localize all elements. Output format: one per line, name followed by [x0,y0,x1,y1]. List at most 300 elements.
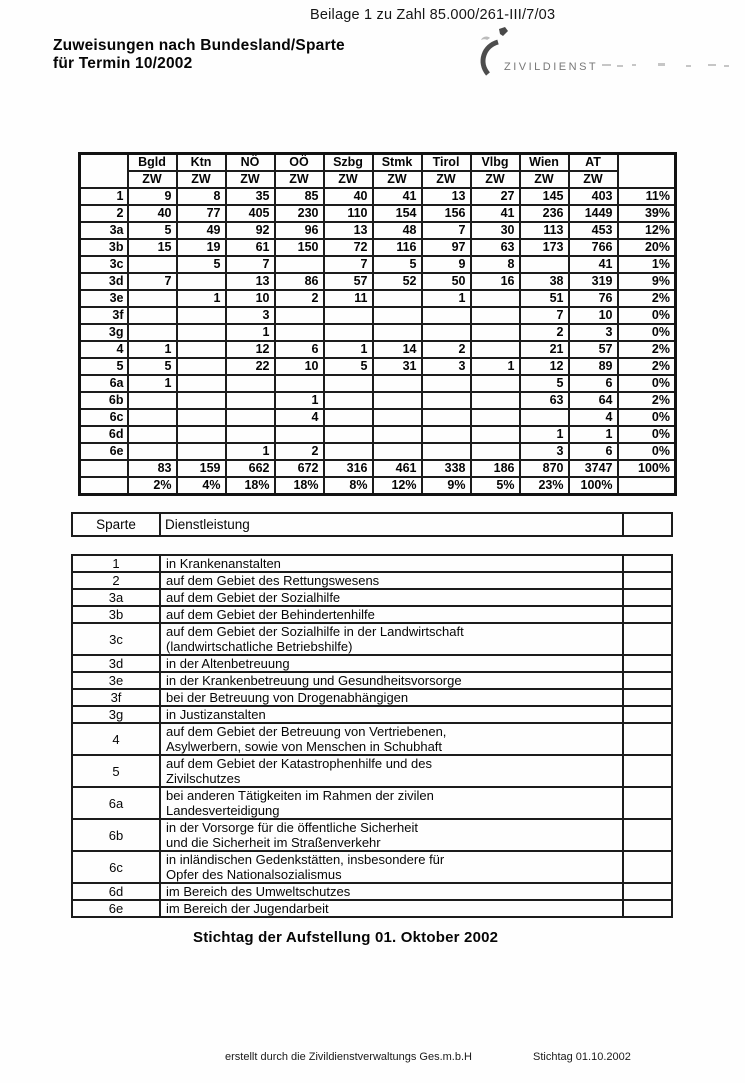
value-cell: 156 [422,205,471,222]
value-cell: 41 [569,256,618,273]
dienstleistung-header-label: Dienstleistung [160,513,623,536]
column-header-cell: Vlbg [471,154,520,172]
row-label-cell: 3c [80,256,128,273]
allocation-data-row [80,443,676,460]
column-header-cell: Bgld [128,154,177,172]
value-cell: 50 [422,273,471,290]
value-cell [520,256,569,273]
row-label-cell: 3g [80,324,128,341]
total-value-cell: 870 [520,460,569,477]
value-cell [128,392,177,409]
unit-cell: ZW [128,171,177,188]
value-cell: 8 [177,188,226,205]
legend-text-line: Asylwerbern, sowie von Menschen in Schubhaft [166,739,443,754]
legend-text-line: im Bereich des Umweltschutzes [166,884,351,899]
unit-cell: ZW [471,171,520,188]
value-cell [128,443,177,460]
legend-text-line: in der Altenbetreuung [166,656,290,671]
value-cell [471,426,520,443]
legend-sparte-cell: 3g [72,706,160,723]
value-cell [177,307,226,324]
total-value-cell: 461 [373,460,422,477]
value-cell: 2 [520,324,569,341]
value-cell [128,324,177,341]
value-cell: 27 [471,188,520,205]
allocation-data-row [80,426,676,443]
value-cell [471,409,520,426]
row-label-cell: 1 [80,188,128,205]
value-cell: 236 [520,205,569,222]
value-cell [275,426,324,443]
legend-blank-cell [623,572,672,589]
value-cell [422,324,471,341]
value-cell: 2 [275,290,324,307]
value-cell [275,324,324,341]
legend-row [72,755,672,787]
percent-value-cell: 12% [373,477,422,495]
legend-blank-cell [623,900,672,917]
value-cell: 10 [569,307,618,324]
value-cell: 1 [226,324,275,341]
value-cell [520,409,569,426]
legend-row [72,819,672,851]
legend-text-cell [160,689,623,706]
legend-text-cell [160,723,623,755]
value-cell [422,426,471,443]
value-cell: 22 [226,358,275,375]
value-cell: 6 [569,443,618,460]
legend-row [72,555,672,572]
value-cell: 5 [520,375,569,392]
total-label-cell [80,460,128,477]
value-cell: 11 [324,290,373,307]
total-value-cell: 316 [324,460,373,477]
column-header-cell: OÖ [275,154,324,172]
value-cell: 57 [324,273,373,290]
column-header-cell: Wien [520,154,569,172]
legend-text-line: in Justizanstalten [166,707,266,722]
allocation-table [78,152,677,496]
value-cell: 1 [226,443,275,460]
legend-text-line: Zivilschutzes [166,771,241,786]
unit-cell: ZW [373,171,422,188]
legend-text-line: auf dem Gebiet der Sozialhilfe in der Landwirtschaft [166,624,464,639]
value-cell: 154 [373,205,422,222]
legend-text-line: und die Sicherheit im Straßenverkehr [166,835,381,850]
legend-sparte-cell: 1 [72,555,160,572]
legend-sparte-cell: 3c [72,623,160,655]
footer-stichtag: Stichtag 01.10.2002 [533,1051,631,1063]
legend-text-cell [160,787,623,819]
legend-text-line: in Krankenanstalten [166,556,281,571]
allocation-header-row [80,154,676,172]
legend-row [72,723,672,755]
row-label-cell: 3a [80,222,128,239]
allocation-data-row [80,188,676,205]
value-cell: 1 [471,358,520,375]
value-cell [177,358,226,375]
value-cell: 4 [569,409,618,426]
allocation-data-row [80,409,676,426]
row-percent-cell: 2% [618,392,676,409]
value-cell: 40 [128,205,177,222]
row-percent-cell: 11% [618,188,676,205]
value-cell [128,290,177,307]
value-cell: 3 [520,443,569,460]
row-label-cell: 6c [80,409,128,426]
percent-value-cell: 23% [520,477,569,495]
value-cell: 145 [520,188,569,205]
value-cell [128,409,177,426]
value-cell: 7 [520,307,569,324]
value-cell: 1 [422,290,471,307]
percent-blank-cell [618,477,676,495]
logo-faded-text-marks [602,63,729,67]
footer-credit: erstellt durch die Zivildienstverwaltungs Ges.m.b.H [225,1051,472,1063]
legend-blank-cell [623,706,672,723]
allocation-total-row [80,460,676,477]
allocation-data-row [80,358,676,375]
legend-row [72,883,672,900]
total-value-cell: 3747 [569,460,618,477]
allocation-data-row [80,239,676,256]
value-cell [324,307,373,324]
total-value-cell: 662 [226,460,275,477]
value-cell: 12 [226,341,275,358]
row-percent-cell: 0% [618,426,676,443]
logo-swoosh-icon [483,42,498,74]
value-cell [422,375,471,392]
legend-text-cell [160,623,623,655]
value-cell: 12 [520,358,569,375]
legend-table [71,554,673,918]
legend-text-line: auf dem Gebiet der Betreuung von Vertriebenen, [166,724,447,739]
legend-text-line: in der Vorsorge für die öffentliche Sicherheit [166,820,418,835]
value-cell [324,426,373,443]
row-percent-cell: 0% [618,375,676,392]
legend-blank-cell [623,606,672,623]
legend-blank-cell [623,851,672,883]
legend-text-cell [160,819,623,851]
total-value-cell: 159 [177,460,226,477]
zivildienst-logo [472,26,742,78]
percent-label-cell [80,477,128,495]
value-cell [275,375,324,392]
legend-text-cell [160,555,623,572]
row-percent-cell: 1% [618,256,676,273]
value-cell [177,426,226,443]
value-cell: 7 [128,273,177,290]
legend-text-line: Opfer des Nationalsozialismus [166,867,342,882]
row-percent-cell: 39% [618,205,676,222]
row-label-cell: 6e [80,443,128,460]
row-label-cell: 6a [80,375,128,392]
value-cell: 405 [226,205,275,222]
unit-cell: ZW [226,171,275,188]
value-cell [275,256,324,273]
value-cell [128,426,177,443]
value-cell: 5 [128,222,177,239]
value-cell: 92 [226,222,275,239]
legend-sparte-cell: 5 [72,755,160,787]
value-cell: 13 [324,222,373,239]
value-cell [177,375,226,392]
value-cell: 61 [226,239,275,256]
row-percent-cell: 0% [618,409,676,426]
value-cell: 453 [569,222,618,239]
percent-corner-cell [618,154,676,189]
percent-value-cell: 100% [569,477,618,495]
allocation-data-row [80,307,676,324]
value-cell [324,324,373,341]
value-cell: 6 [275,341,324,358]
value-cell: 77 [177,205,226,222]
value-cell: 173 [520,239,569,256]
value-cell [177,409,226,426]
value-cell: 63 [471,239,520,256]
value-cell [373,324,422,341]
legend-text-line: in inländischen Gedenkstätten, insbesondere für [166,852,445,867]
value-cell: 5 [324,358,373,375]
value-cell: 1 [128,375,177,392]
legend-text-line: (landwirtschatliche Betriebshilfe) [166,639,353,654]
value-cell [373,375,422,392]
percent-value-cell: 9% [422,477,471,495]
legend-sparte-cell: 6e [72,900,160,917]
legend-blank-cell [623,787,672,819]
row-percent-cell: 0% [618,443,676,460]
legend-row [72,606,672,623]
legend-text-line: bei der Betreuung von Drogenabhängigen [166,690,409,705]
legend-sparte-cell: 3f [72,689,160,706]
value-cell [177,392,226,409]
legend-text-cell [160,606,623,623]
logo-graphic [472,26,742,78]
legend-blank-cell [623,589,672,606]
legend-sparte-cell: 4 [72,723,160,755]
legend-row [72,655,672,672]
value-cell [471,392,520,409]
value-cell: 64 [569,392,618,409]
legend-text-line: auf dem Gebiet der Sozialhilfe [166,590,341,605]
total-value-cell: 186 [471,460,520,477]
total-value-cell: 83 [128,460,177,477]
row-label-cell: 6d [80,426,128,443]
row-label-cell: 3e [80,290,128,307]
value-cell: 8 [471,256,520,273]
value-cell: 41 [373,188,422,205]
legend-text-cell [160,672,623,689]
logo-speck [481,37,490,40]
allocation-data-row [80,205,676,222]
row-percent-cell: 0% [618,307,676,324]
value-cell: 38 [520,273,569,290]
value-cell: 40 [324,188,373,205]
percent-value-cell: 5% [471,477,520,495]
legend-sparte-cell: 6c [72,851,160,883]
value-cell: 403 [569,188,618,205]
legend-blank-cell [623,655,672,672]
legend-text-line: bei anderen Tätigkeiten im Rahmen der zivilen [166,788,434,803]
legend-row [72,706,672,723]
value-cell: 110 [324,205,373,222]
legend-sparte-cell: 3e [72,672,160,689]
value-cell: 57 [569,341,618,358]
percent-value-cell: 2% [128,477,177,495]
value-cell [324,375,373,392]
legend-sparte-cell: 3d [72,655,160,672]
row-label-cell: 2 [80,205,128,222]
total-percent-cell: 100% [618,460,676,477]
allocation-data-row [80,392,676,409]
value-cell [471,324,520,341]
legend-sparte-cell: 6d [72,883,160,900]
value-cell [177,324,226,341]
value-cell: 14 [373,341,422,358]
row-label-cell: 3b [80,239,128,256]
row-percent-cell: 9% [618,273,676,290]
legend-blank-cell [623,819,672,851]
value-cell: 63 [520,392,569,409]
value-cell: 16 [471,273,520,290]
beilage-reference: Beilage 1 zu Zahl 85.000/261-III/7/03 [310,7,556,23]
percent-value-cell: 4% [177,477,226,495]
legend-blank-cell [623,883,672,900]
legend-text-cell [160,900,623,917]
row-percent-cell: 12% [618,222,676,239]
value-cell: 15 [128,239,177,256]
value-cell: 21 [520,341,569,358]
value-cell: 52 [373,273,422,290]
value-cell [128,307,177,324]
value-cell: 31 [373,358,422,375]
value-cell: 76 [569,290,618,307]
allocation-data-row [80,341,676,358]
legend-row [72,572,672,589]
value-cell [373,443,422,460]
title-line-2: für Termin 10/2002 [53,55,193,72]
unit-cell: ZW [275,171,324,188]
value-cell [324,409,373,426]
value-cell [422,307,471,324]
stichtag-note: Stichtag der Aufstellung 01. Oktober 2002 [193,929,499,946]
value-cell: 96 [275,222,324,239]
legend-blank-cell [623,689,672,706]
value-cell: 10 [275,358,324,375]
value-cell [324,443,373,460]
unit-cell: ZW [177,171,226,188]
legend-text-line: im Bereich der Jugendarbeit [166,901,329,916]
value-cell: 35 [226,188,275,205]
value-cell [471,290,520,307]
sparte-header-row [72,513,672,536]
total-value-cell: 672 [275,460,324,477]
legend-sparte-cell: 6b [72,819,160,851]
allocation-data-row [80,324,676,341]
unit-cell: ZW [520,171,569,188]
value-cell [226,426,275,443]
legend-blank-cell [623,555,672,572]
value-cell [422,409,471,426]
value-cell [177,443,226,460]
row-label-cell: 3d [80,273,128,290]
value-cell: 2 [422,341,471,358]
column-header-cell: NÖ [226,154,275,172]
value-cell [226,375,275,392]
value-cell: 4 [275,409,324,426]
value-cell [275,307,324,324]
value-cell: 319 [569,273,618,290]
value-cell: 89 [569,358,618,375]
value-cell: 85 [275,188,324,205]
value-cell [422,392,471,409]
value-cell: 2 [275,443,324,460]
allocation-data-row [80,256,676,273]
value-cell [422,443,471,460]
legend-text-line: auf dem Gebiet der Katastrophenhilfe und des [166,756,432,771]
legend-text-cell [160,883,623,900]
unit-cell: ZW [422,171,471,188]
value-cell: 13 [422,188,471,205]
unit-cell: ZW [569,171,618,188]
legend-row [72,851,672,883]
value-cell: 116 [373,239,422,256]
legend-text-line: auf dem Gebiet der Behindertenhilfe [166,607,375,622]
value-cell [177,273,226,290]
legend-row [72,900,672,917]
value-cell [373,290,422,307]
value-cell: 1 [569,426,618,443]
row-label-cell: 5 [80,358,128,375]
value-cell: 72 [324,239,373,256]
value-cell: 1 [324,341,373,358]
allocation-corner-cell [80,154,128,189]
document-title [53,37,345,73]
percent-value-cell: 8% [324,477,373,495]
value-cell: 86 [275,273,324,290]
row-label-cell: 4 [80,341,128,358]
value-cell [177,341,226,358]
value-cell: 5 [177,256,226,273]
value-cell: 150 [275,239,324,256]
value-cell: 3 [226,307,275,324]
sparte-header-table [71,512,673,537]
row-percent-cell: 2% [618,358,676,375]
value-cell: 3 [422,358,471,375]
legend-row [72,689,672,706]
percent-value-cell: 18% [275,477,324,495]
allocation-unit-row [80,171,676,188]
value-cell: 30 [471,222,520,239]
value-cell [471,375,520,392]
unit-cell: ZW [324,171,373,188]
value-cell: 1 [520,426,569,443]
allocation-data-row [80,222,676,239]
column-header-cell: AT [569,154,618,172]
column-header-cell: Szbg [324,154,373,172]
legend-row [72,787,672,819]
legend-row [72,623,672,655]
allocation-data-row [80,290,676,307]
value-cell: 230 [275,205,324,222]
value-cell: 10 [226,290,275,307]
title-line-1: Zuweisungen nach Bundesland/Sparte [53,37,345,54]
allocation-data-row [80,273,676,290]
value-cell: 49 [177,222,226,239]
legend-sparte-cell: 6a [72,787,160,819]
legend-text-line: Landesverteidigung [166,803,280,818]
value-cell [471,307,520,324]
